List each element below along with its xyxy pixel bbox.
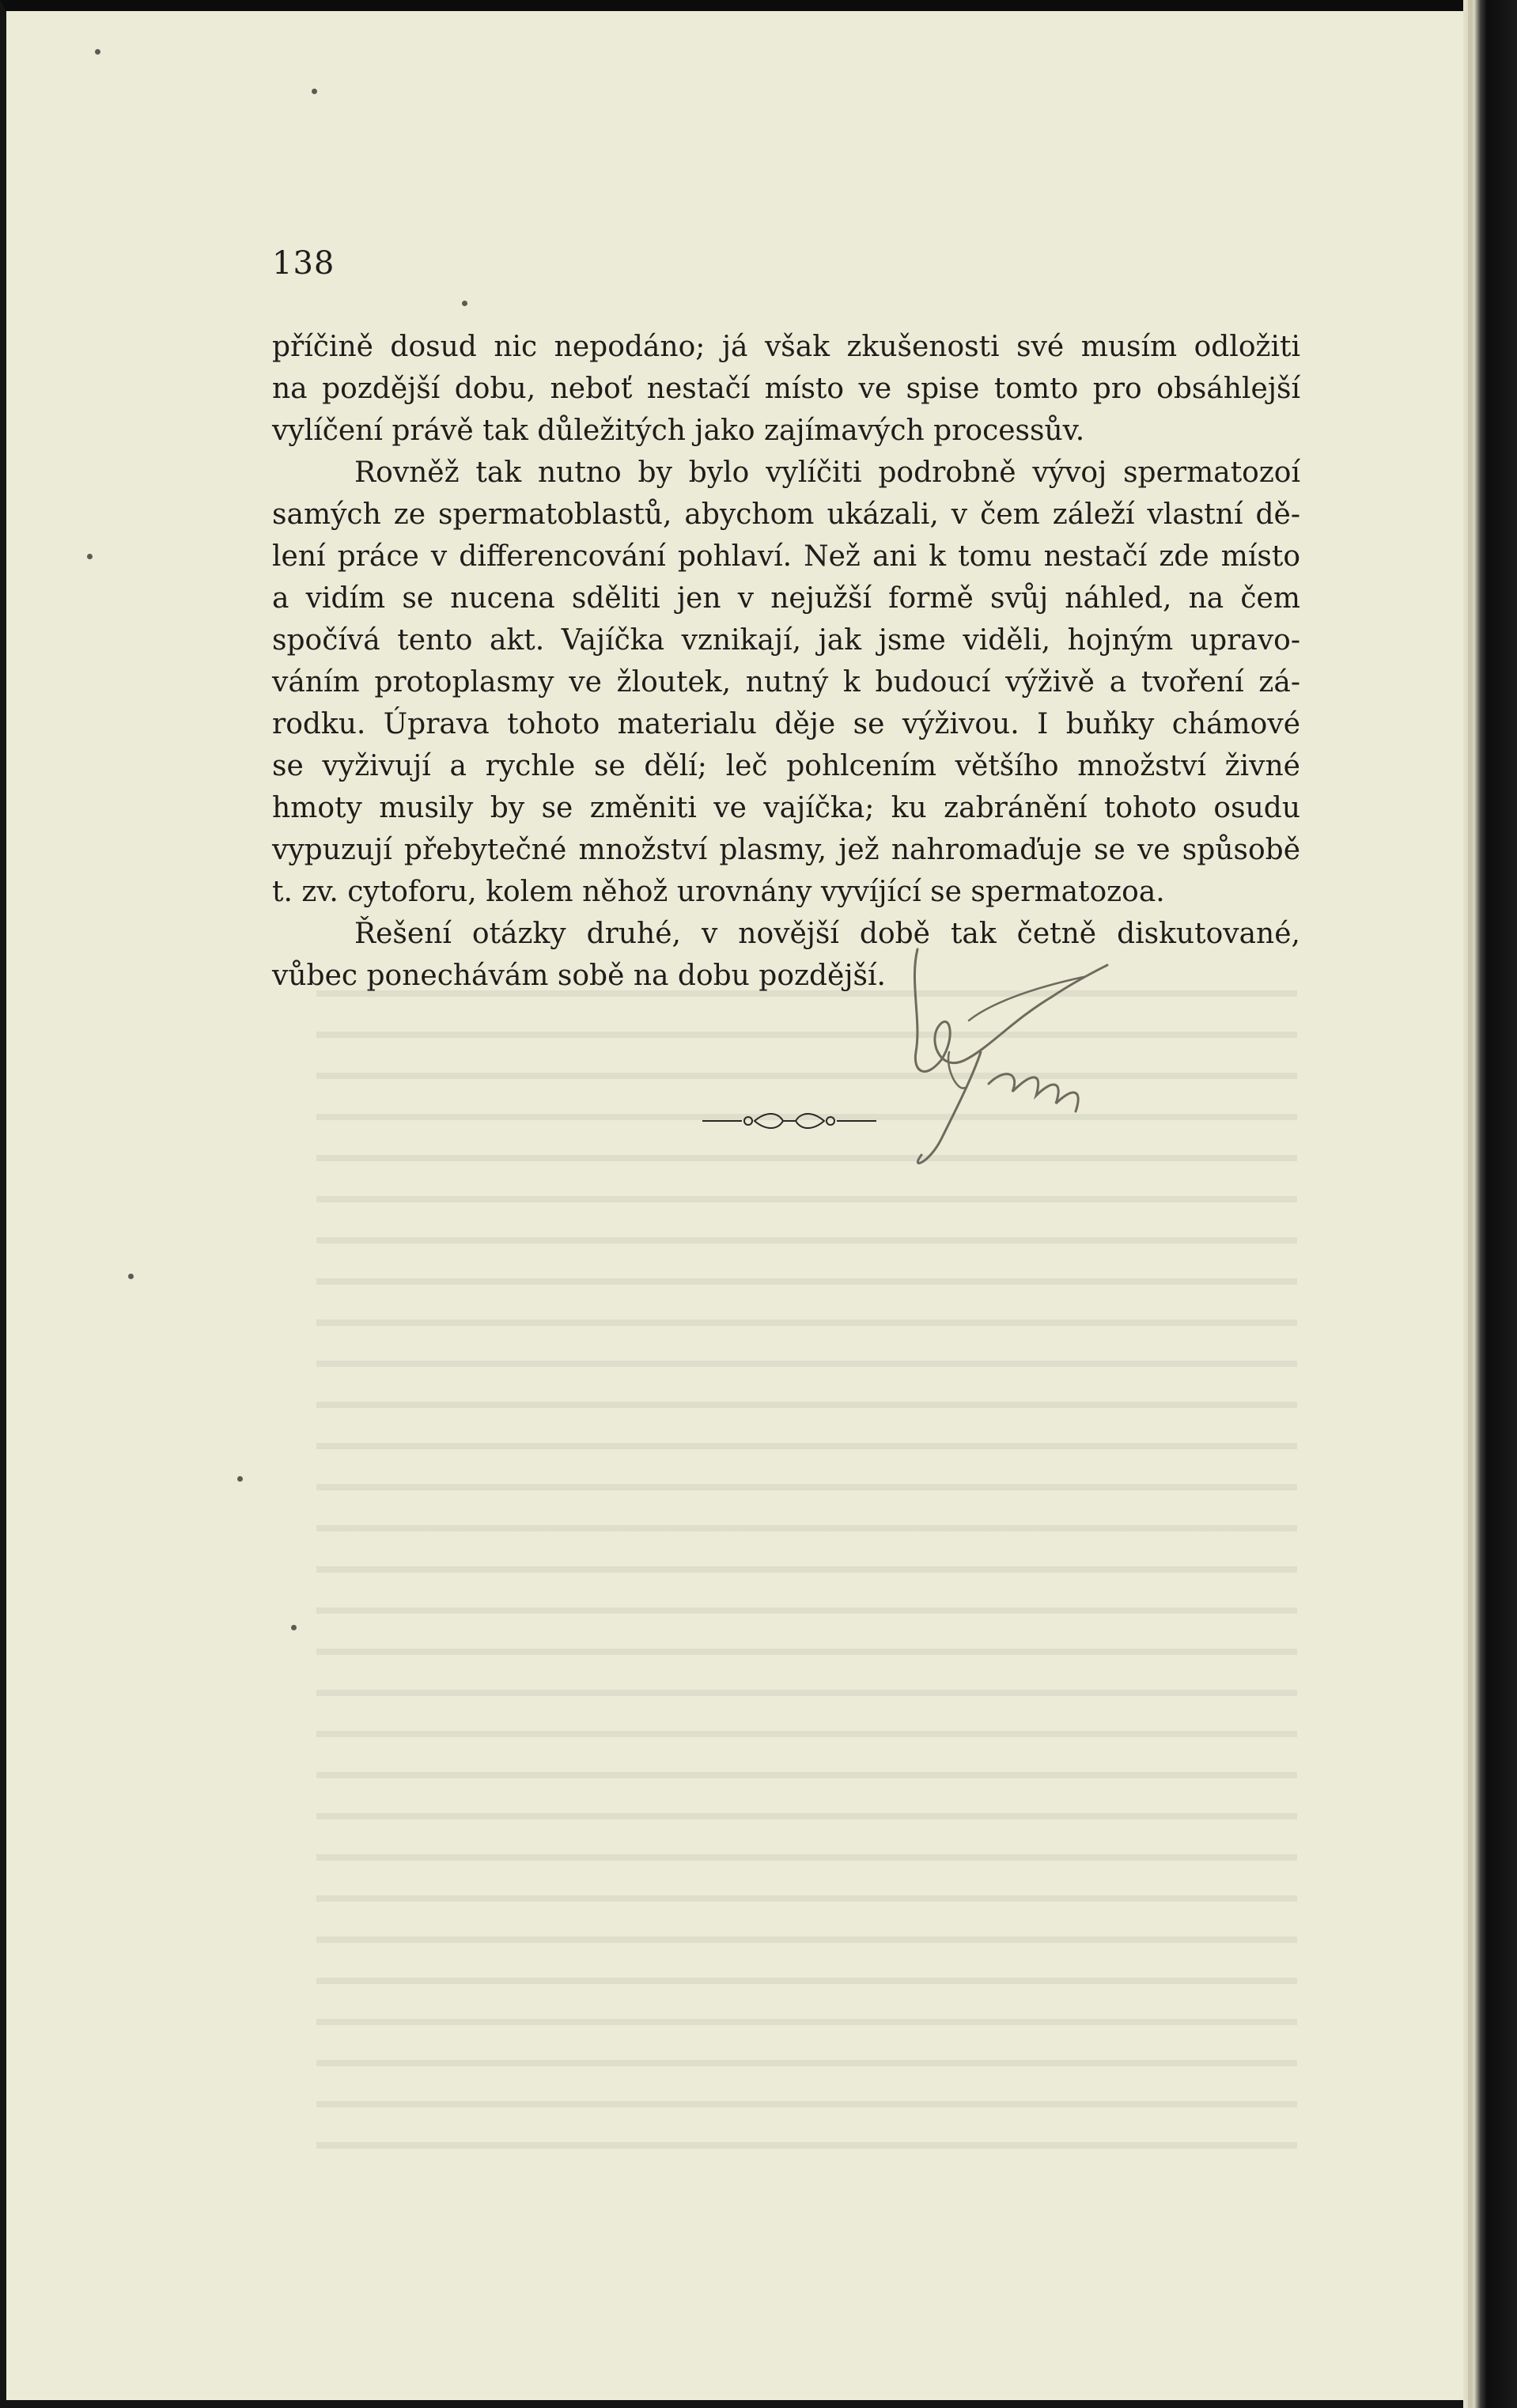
- paper-speck: [237, 1476, 243, 1482]
- text-line: lení práce v differencování pohlaví. Než ani k tomu nestačí zde místo: [272, 540, 1300, 573]
- text-line: t. zv. cytoforu, kolem něhož urovnány vyvíjící se spermatozoa.: [272, 876, 1165, 908]
- ornament-divider: [702, 1109, 876, 1133]
- page-margin-line: [1468, 0, 1473, 2408]
- page-number: 138: [272, 245, 335, 282]
- paper-speck: [95, 49, 100, 55]
- paper-speck: [291, 1625, 297, 1630]
- text-line: Řešení otázky druhé, v novější době tak četně diskutované,: [354, 918, 1300, 950]
- paper-speck: [312, 89, 317, 94]
- text-line: vůbec ponechávám sobě na dobu pozdější.: [272, 960, 886, 992]
- text-line: vylíčení právě tak důležitých jako zajímavých processův.: [272, 415, 1085, 447]
- text-line: rodku. Úprava tohoto materialu děje se výživou. I buňky chámové: [272, 708, 1300, 740]
- text-line: se vyživují a rychle se dělí; leč pohlcením většího množství živné: [272, 750, 1300, 782]
- text-line: vypuzují přebytečné množství plasmy, jež nahromaďuje se ve spůsobě: [272, 834, 1300, 866]
- handwritten-signature: [894, 933, 1123, 1187]
- body-text: [272, 326, 1300, 997]
- text-line: Rovněž tak nutno by bylo vylíčiti podrobně vývoj spermatozoí: [354, 456, 1300, 489]
- text-line: příčině dosud nic nepodáno; já však zkušenosti své musím odložiti: [272, 331, 1300, 363]
- text-line: spočívá tento akt. Vajíčka vznikají, jak jsme viděli, hojným upravo-: [272, 624, 1300, 657]
- text-line: na pozdější dobu, neboť nestačí místo ve spise tomto pro obsáhlejší: [272, 373, 1300, 405]
- paper-speck: [87, 554, 93, 559]
- paper-speck: [462, 301, 467, 306]
- text-line: a vidím se nucena sděliti jen v nejužší formě svůj náhled, na čem: [272, 582, 1300, 615]
- show-through-text: [316, 973, 1297, 2160]
- text-line: samých ze spermatoblastů, abychom ukázali, v čem záleží vlastní dě-: [272, 498, 1300, 531]
- text-line: hmoty musily by se změniti ve vajíčka; ku zabránění tohoto osudu: [272, 792, 1300, 824]
- paper-speck: [128, 1274, 134, 1279]
- text-line: váním protoplasmy ve žloutek, nutný k budoucí výživě a tvoření zá-: [272, 666, 1300, 699]
